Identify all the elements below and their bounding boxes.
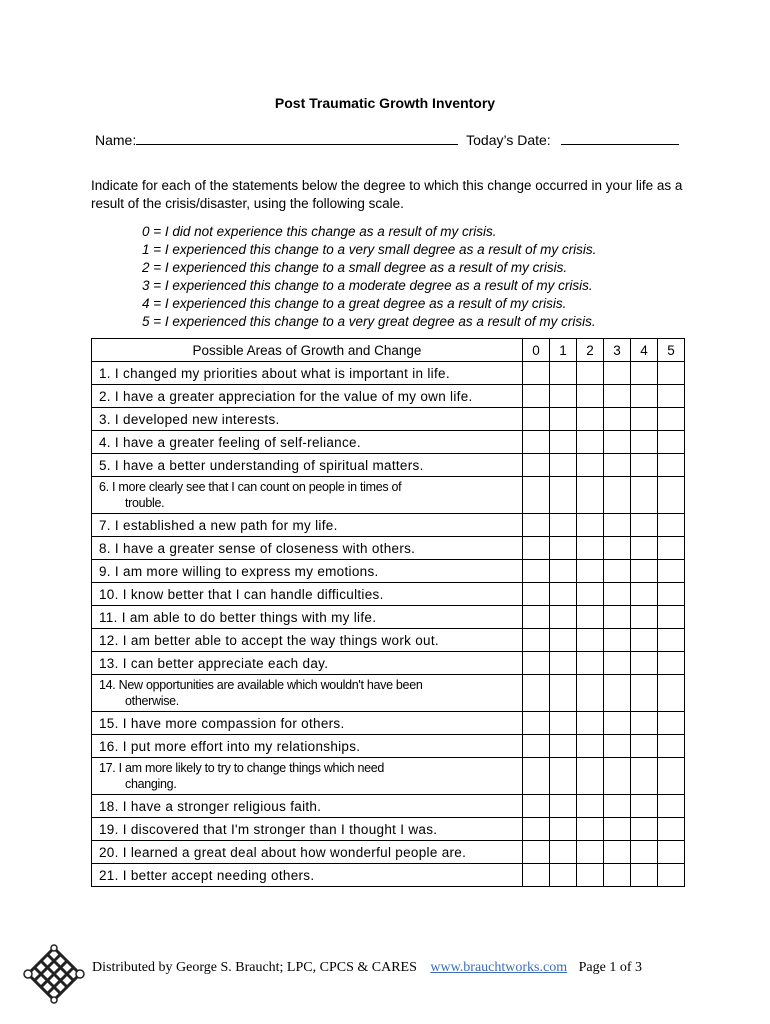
- rating-cell-1[interactable]: [550, 560, 577, 583]
- rating-cell-5[interactable]: [658, 454, 685, 477]
- item-statement-continued: changing.: [125, 777, 177, 791]
- rating-cell-5[interactable]: [658, 795, 685, 818]
- item-number: 7.: [99, 517, 111, 533]
- item-number: 2.: [99, 388, 111, 404]
- item-text: [92, 735, 523, 758]
- rating-cell-5[interactable]: [658, 408, 685, 431]
- rating-cell-0[interactable]: [523, 864, 550, 887]
- rating-cell-4[interactable]: [631, 795, 658, 818]
- scale-legend: [142, 223, 596, 331]
- scale-line: 4 = I experienced this change to a great degree as a result of my crisis.: [142, 296, 567, 311]
- table-row: [92, 362, 685, 385]
- column-header-1: 1: [550, 339, 577, 362]
- rating-cell-4[interactable]: [631, 675, 658, 712]
- rating-cell-4[interactable]: [631, 560, 658, 583]
- item-text: [92, 537, 523, 560]
- rating-cell-3[interactable]: [604, 629, 631, 652]
- item-text: [92, 606, 523, 629]
- item-text: [92, 652, 523, 675]
- rating-cell-1[interactable]: [550, 841, 577, 864]
- date-label: Today’s Date:: [466, 132, 551, 148]
- rating-cell-2[interactable]: [577, 560, 604, 583]
- rating-cell-2[interactable]: [577, 795, 604, 818]
- rating-cell-4[interactable]: [631, 629, 658, 652]
- rating-cell-5[interactable]: [658, 560, 685, 583]
- rating-cell-3[interactable]: [604, 537, 631, 560]
- item-number: 12.: [99, 632, 119, 648]
- item-statement: I have a better understanding of spiritual matters.: [114, 457, 424, 473]
- rating-cell-3[interactable]: [604, 841, 631, 864]
- footer: [92, 960, 642, 976]
- rating-cell-1[interactable]: [550, 712, 577, 735]
- table-row: [92, 675, 685, 712]
- table-row: [92, 735, 685, 758]
- rating-cell-2[interactable]: [577, 818, 604, 841]
- table-row: [92, 712, 685, 735]
- rating-cell-2[interactable]: [577, 431, 604, 454]
- item-number: 6.: [99, 480, 109, 494]
- table-row: [92, 454, 685, 477]
- item-statement: I am more likely to try to change things which need: [118, 761, 385, 775]
- rating-cell-0[interactable]: [523, 758, 550, 795]
- name-field[interactable]: [136, 130, 458, 145]
- table-row: [92, 560, 685, 583]
- footer-link[interactable]: www.brauchtworks.com: [430, 960, 568, 975]
- rating-cell-3[interactable]: [604, 454, 631, 477]
- table-row: [92, 758, 685, 795]
- item-text: [92, 841, 523, 864]
- rating-cell-2[interactable]: [577, 583, 604, 606]
- rating-cell-1[interactable]: [550, 514, 577, 537]
- item-number: 20.: [99, 844, 119, 860]
- item-text: [92, 629, 523, 652]
- rating-cell-3[interactable]: [604, 560, 631, 583]
- table-row: [92, 818, 685, 841]
- item-statement: I have a greater appreciation for the value of my own life.: [114, 388, 473, 404]
- item-statement: I have a greater sense of closeness with others.: [114, 540, 416, 556]
- rating-cell-1[interactable]: [550, 652, 577, 675]
- item-statement: I changed my priorities about what is important in life.: [114, 365, 450, 381]
- item-text: [92, 431, 523, 454]
- rating-cell-5[interactable]: [658, 514, 685, 537]
- item-statement: I have a greater feeling of self-reliance.: [114, 434, 361, 450]
- rating-cell-5[interactable]: [658, 652, 685, 675]
- rating-cell-0[interactable]: [523, 675, 550, 712]
- rating-cell-3[interactable]: [604, 606, 631, 629]
- item-number: 15.: [99, 715, 119, 731]
- rating-cell-2[interactable]: [577, 537, 604, 560]
- rating-cell-2[interactable]: [577, 385, 604, 408]
- rating-cell-4[interactable]: [631, 385, 658, 408]
- item-number: 21.: [99, 867, 119, 883]
- item-number: 18.: [99, 798, 119, 814]
- rating-cell-1[interactable]: [550, 758, 577, 795]
- rating-cell-5[interactable]: [658, 629, 685, 652]
- item-statement: I better accept needing others.: [122, 867, 315, 883]
- footer-distributed: Distributed by George S. Braucht; LPC, CPCS & CARES: [92, 960, 417, 975]
- rating-cell-2[interactable]: [577, 454, 604, 477]
- item-text: [92, 583, 523, 606]
- rating-cell-4[interactable]: [631, 841, 658, 864]
- item-number: 16.: [99, 738, 119, 754]
- rating-cell-4[interactable]: [631, 606, 658, 629]
- item-text: [92, 362, 523, 385]
- item-number: 13.: [99, 655, 119, 671]
- scale-line: 5 = I experienced this change to a very great degree as a result of my crisis.: [142, 314, 596, 329]
- item-statement: New opportunities are available which wouldn't have been: [118, 678, 423, 692]
- name-date-row: [95, 130, 679, 148]
- rating-cell-2[interactable]: [577, 652, 604, 675]
- rating-cell-2[interactable]: [577, 675, 604, 712]
- rating-cell-1[interactable]: [550, 629, 577, 652]
- rating-cell-3[interactable]: [604, 514, 631, 537]
- item-number: 1.: [99, 365, 111, 381]
- item-number: 3.: [99, 411, 111, 427]
- name-label: Name:: [95, 132, 137, 148]
- rating-cell-1[interactable]: [550, 477, 577, 514]
- rating-cell-5[interactable]: [658, 841, 685, 864]
- rating-cell-0[interactable]: [523, 454, 550, 477]
- rating-cell-0[interactable]: [523, 537, 550, 560]
- rating-cell-5[interactable]: [658, 477, 685, 514]
- rating-cell-0[interactable]: [523, 385, 550, 408]
- column-header-areas: Possible Areas of Growth and Change: [92, 339, 523, 362]
- rating-cell-4[interactable]: [631, 408, 658, 431]
- item-statement: I know better that I can handle difficulties.: [122, 586, 384, 602]
- rating-cell-2[interactable]: [577, 712, 604, 735]
- item-text: [92, 477, 523, 514]
- inventory-table: [91, 338, 685, 887]
- item-text: [92, 385, 523, 408]
- rating-cell-3[interactable]: [604, 408, 631, 431]
- table-row: [92, 385, 685, 408]
- item-statement: I have a stronger religious faith.: [122, 798, 322, 814]
- rating-cell-1[interactable]: [550, 795, 577, 818]
- table-row: [92, 477, 685, 514]
- table-row: [92, 864, 685, 887]
- rating-cell-5[interactable]: [658, 537, 685, 560]
- table-row: [92, 514, 685, 537]
- item-number: 11.: [99, 609, 118, 625]
- item-text: [92, 514, 523, 537]
- rating-cell-0[interactable]: [523, 606, 550, 629]
- item-statement: I can better appreciate each day.: [122, 655, 329, 671]
- item-number: 19.: [99, 821, 119, 837]
- rating-cell-0[interactable]: [523, 477, 550, 514]
- rating-cell-3[interactable]: [604, 758, 631, 795]
- item-text: [92, 795, 523, 818]
- rating-cell-0[interactable]: [523, 560, 550, 583]
- item-text: [92, 408, 523, 431]
- scale-line: 1 = I experienced this change to a very small degree as a result of my crisis.: [142, 242, 597, 257]
- rating-cell-3[interactable]: [604, 712, 631, 735]
- rating-cell-1[interactable]: [550, 606, 577, 629]
- rating-cell-3[interactable]: [604, 652, 631, 675]
- rating-cell-1[interactable]: [550, 431, 577, 454]
- column-header-4: 4: [631, 339, 658, 362]
- table-row: [92, 583, 685, 606]
- table-row: [92, 652, 685, 675]
- rating-cell-1[interactable]: [550, 675, 577, 712]
- scale-line: 3 = I experienced this change to a moderate degree as a result of my crisis.: [142, 278, 593, 293]
- rating-cell-5[interactable]: [658, 385, 685, 408]
- item-statement: I am better able to accept the way things work out.: [122, 632, 439, 648]
- table-row: [92, 408, 685, 431]
- rating-cell-5[interactable]: [658, 362, 685, 385]
- rating-cell-1[interactable]: [550, 408, 577, 431]
- item-text: [92, 675, 523, 712]
- rating-cell-3[interactable]: [604, 735, 631, 758]
- rating-cell-4[interactable]: [631, 864, 658, 887]
- rating-cell-0[interactable]: [523, 629, 550, 652]
- rating-cell-5[interactable]: [658, 606, 685, 629]
- rating-cell-2[interactable]: [577, 758, 604, 795]
- item-text: [92, 712, 523, 735]
- column-header-5: 5: [658, 339, 685, 362]
- date-field[interactable]: [561, 130, 679, 145]
- column-header-2: 2: [577, 339, 604, 362]
- item-statement: I put more effort into my relationships.: [122, 738, 361, 754]
- item-statement-continued: otherwise.: [125, 694, 179, 708]
- rating-cell-5[interactable]: [658, 583, 685, 606]
- rating-cell-4[interactable]: [631, 758, 658, 795]
- item-text: [92, 864, 523, 887]
- rating-cell-3[interactable]: [604, 795, 631, 818]
- rating-cell-1[interactable]: [550, 385, 577, 408]
- rating-cell-5[interactable]: [658, 735, 685, 758]
- item-text: [92, 454, 523, 477]
- item-statement: I discovered that I'm stronger than I thought I was.: [122, 821, 438, 837]
- rating-cell-5[interactable]: [658, 758, 685, 795]
- column-header-0: 0: [523, 339, 550, 362]
- rating-cell-3[interactable]: [604, 864, 631, 887]
- rating-cell-4[interactable]: [631, 818, 658, 841]
- rating-cell-4[interactable]: [631, 537, 658, 560]
- rating-cell-2[interactable]: [577, 362, 604, 385]
- rating-cell-2[interactable]: [577, 477, 604, 514]
- table-row: [92, 841, 685, 864]
- item-number: 10.: [99, 586, 119, 602]
- rating-cell-4[interactable]: [631, 735, 658, 758]
- rating-cell-4[interactable]: [631, 431, 658, 454]
- item-statement: I more clearly see that I can count on people in times of: [112, 480, 402, 494]
- column-header-3: 3: [604, 339, 631, 362]
- rating-cell-0[interactable]: [523, 431, 550, 454]
- rating-cell-1[interactable]: [550, 818, 577, 841]
- item-number: 5.: [99, 457, 111, 473]
- item-statement: I developed new interests.: [114, 411, 280, 427]
- rating-cell-1[interactable]: [550, 735, 577, 758]
- table-row: [92, 629, 685, 652]
- rating-cell-5[interactable]: [658, 864, 685, 887]
- rating-cell-1[interactable]: [550, 454, 577, 477]
- rating-cell-3[interactable]: [604, 385, 631, 408]
- rating-cell-2[interactable]: [577, 735, 604, 758]
- item-number: 17.: [99, 761, 116, 775]
- rating-cell-4[interactable]: [631, 477, 658, 514]
- rating-cell-3[interactable]: [604, 362, 631, 385]
- rating-cell-4[interactable]: [631, 514, 658, 537]
- item-statement-continued: trouble.: [125, 496, 165, 510]
- table-header-row: [92, 339, 685, 362]
- rating-cell-2[interactable]: [577, 841, 604, 864]
- item-number: 14.: [99, 678, 116, 692]
- rating-cell-0[interactable]: [523, 712, 550, 735]
- rating-cell-3[interactable]: [604, 477, 631, 514]
- item-text: [92, 560, 523, 583]
- scale-line: 0 = I did not experience this change as a result of my crisis.: [142, 224, 497, 239]
- rating-cell-3[interactable]: [604, 675, 631, 712]
- item-number: 8.: [99, 540, 111, 556]
- item-statement: I learned a great deal about how wonderful people are.: [122, 844, 467, 860]
- rating-cell-5[interactable]: [658, 431, 685, 454]
- instructions: Indicate for each of the statements below the degree to which this change occurred in your life as a result of the crisis/disaster, using the following scale.: [91, 178, 683, 211]
- rating-cell-0[interactable]: [523, 514, 550, 537]
- rating-cell-0[interactable]: [523, 841, 550, 864]
- rating-cell-2[interactable]: [577, 514, 604, 537]
- endless-knot-logo-icon: [22, 944, 86, 1004]
- rating-cell-2[interactable]: [577, 629, 604, 652]
- rating-cell-5[interactable]: [658, 712, 685, 735]
- rating-cell-1[interactable]: [550, 583, 577, 606]
- item-text: [92, 818, 523, 841]
- rating-cell-1[interactable]: [550, 537, 577, 560]
- rating-cell-4[interactable]: [631, 362, 658, 385]
- table-row: [92, 537, 685, 560]
- table-row: [92, 431, 685, 454]
- rating-cell-4[interactable]: [631, 454, 658, 477]
- item-statement: I am able to do better things with my life.: [121, 609, 377, 625]
- item-text: [92, 758, 523, 795]
- rating-cell-2[interactable]: [577, 864, 604, 887]
- rating-cell-0[interactable]: [523, 362, 550, 385]
- rating-cell-3[interactable]: [604, 818, 631, 841]
- rating-cell-0[interactable]: [523, 735, 550, 758]
- table-row: [92, 795, 685, 818]
- rating-cell-4[interactable]: [631, 583, 658, 606]
- item-statement: I am more willing to express my emotions.: [114, 563, 379, 579]
- table-row: [92, 606, 685, 629]
- item-statement: I have more compassion for others.: [122, 715, 345, 731]
- rating-cell-5[interactable]: [658, 818, 685, 841]
- rating-cell-1[interactable]: [550, 362, 577, 385]
- scale-line: 2 = I experienced this change to a small degree as a result of my crisis.: [142, 260, 568, 275]
- rating-cell-1[interactable]: [550, 864, 577, 887]
- item-number: 9.: [99, 563, 111, 579]
- rating-cell-4[interactable]: [631, 712, 658, 735]
- rating-cell-0[interactable]: [523, 408, 550, 431]
- rating-cell-0[interactable]: [523, 795, 550, 818]
- rating-cell-0[interactable]: [523, 583, 550, 606]
- page-title: Post Traumatic Growth Inventory: [274, 95, 496, 111]
- page-number: Page 1 of 3: [578, 960, 642, 975]
- rating-cell-3[interactable]: [604, 431, 631, 454]
- rating-cell-0[interactable]: [523, 818, 550, 841]
- rating-cell-2[interactable]: [577, 408, 604, 431]
- rating-cell-5[interactable]: [658, 675, 685, 712]
- rating-cell-3[interactable]: [604, 583, 631, 606]
- item-statement: I established a new path for my life.: [114, 517, 338, 533]
- item-number: 4.: [99, 434, 111, 450]
- rating-cell-0[interactable]: [523, 652, 550, 675]
- rating-cell-2[interactable]: [577, 606, 604, 629]
- rating-cell-4[interactable]: [631, 652, 658, 675]
